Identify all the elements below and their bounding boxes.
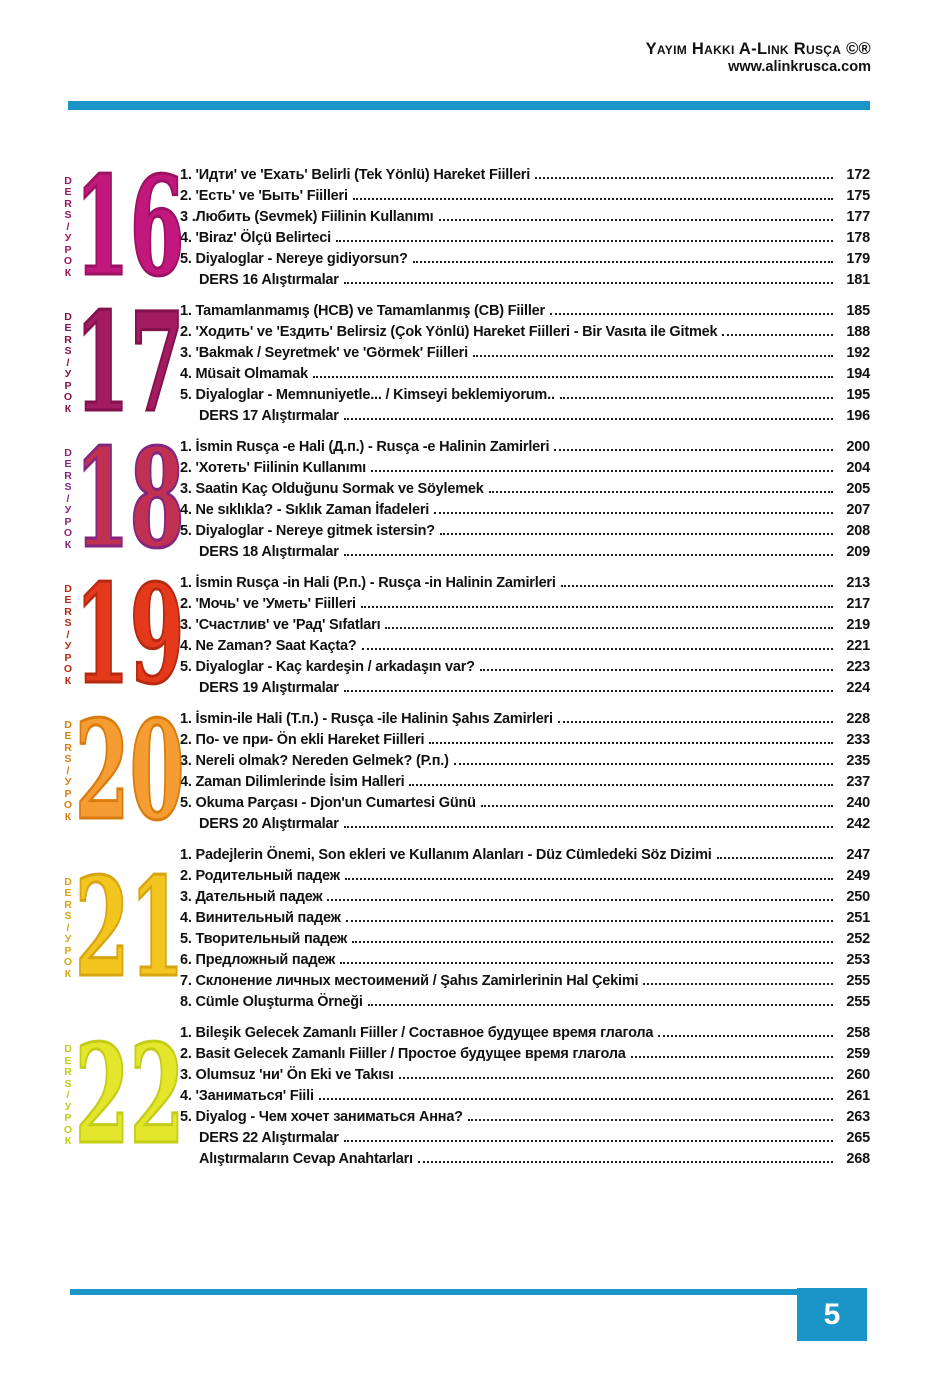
dot-leader: [361, 606, 833, 608]
toc-entry-page: 268: [846, 1151, 870, 1167]
toc-entry-title: 5. Diyaloglar - Nereye gitmek istersin?: [180, 523, 435, 539]
toc-entry-title: 4. Müsait Olmamak: [180, 366, 308, 382]
ders-urok-letter: S: [64, 753, 72, 766]
ders-urok-letter: Р: [64, 944, 72, 957]
ders-urok-letter: Р: [64, 379, 72, 392]
lesson-20-entries: [180, 708, 870, 835]
lesson-number-16: 16: [75, 146, 185, 307]
toc-entry-title: DERS 20 Alıştırmalar: [199, 816, 339, 832]
dot-leader: [561, 585, 833, 587]
dot-leader: [722, 334, 833, 336]
toc-entry[interactable]: [180, 573, 870, 594]
toc-entry-title: 4. 'Biraz' Ölçü Belirteci: [180, 230, 331, 246]
toc-entry-page: 255: [846, 973, 870, 989]
lesson-number-19: 19: [75, 554, 185, 715]
toc-entry[interactable]: [180, 793, 870, 814]
ders-urok-letter: /: [66, 220, 70, 233]
ders-urok-letter: D: [64, 718, 72, 731]
dot-leader: [319, 1098, 833, 1100]
toc-entry-page: 237: [846, 774, 870, 790]
ders-urok-letter: К: [64, 674, 72, 687]
toc-entry-title: 4. 'Заниматься' Fiili: [180, 1088, 314, 1104]
ders-urok-letter: D: [64, 875, 72, 888]
toc-entry-page: 213: [846, 575, 870, 591]
dot-leader: [535, 177, 833, 179]
toc-entry[interactable]: [180, 594, 870, 615]
ders-urok-letter: /: [66, 628, 70, 641]
toc-entry[interactable]: [180, 228, 870, 249]
ders-urok-letter: R: [64, 605, 72, 618]
toc-entry-page: 259: [846, 1046, 870, 1062]
toc-entry-title: 5. Творительный падеж: [180, 931, 348, 947]
toc-entry-page: 228: [846, 711, 870, 727]
toc-entry-title: DERS 16 Alıştırmalar: [199, 272, 339, 288]
ders-urok-letter: E: [64, 730, 72, 743]
toc-entry[interactable]: [180, 866, 870, 887]
toc-entry-title: 4. Zaman Dilimlerinde İsim Halleri: [180, 774, 405, 790]
toc-entry[interactable]: [180, 845, 870, 866]
lesson-number-wrap: [75, 844, 185, 1013]
ders-urok-letter: О: [63, 255, 73, 268]
ders-urok-letter: E: [64, 322, 72, 335]
toc-entry-page: 192: [846, 345, 870, 361]
lesson-number-wrap: [75, 1015, 185, 1176]
ders-urok-letter: У: [64, 1100, 72, 1113]
ders-urok-letter: У: [64, 933, 72, 946]
toc-entry[interactable]: [180, 165, 870, 186]
toc-entry-page: 205: [846, 481, 870, 497]
lesson-18-section: [56, 418, 870, 579]
lesson-number-21: 21: [75, 847, 185, 1008]
lesson-16-entries: [180, 164, 870, 291]
toc-entry-title: 5. Diyaloglar - Memnuniyetle... / Kimseyi beklemiyorum..: [180, 387, 555, 403]
toc-entry[interactable]: [180, 186, 870, 207]
toc-entry-title: 2. Basit Gelecek Zamanlı Fiiller / Простое будущее время глагола: [180, 1046, 626, 1062]
toc-entry-page: 217: [846, 596, 870, 612]
dot-leader: [344, 690, 833, 692]
ders-urok-letter: К: [64, 538, 72, 551]
lesson-18-entries: [180, 436, 870, 563]
ders-urok-letter: R: [64, 898, 72, 911]
toc-entry-title: 1. İsmin Rusça -e Hali (Д.п.) - Rusça -e Halinin Zamirleri: [180, 439, 550, 455]
ders-urok-letter: Р: [64, 651, 72, 664]
toc-entry[interactable]: [180, 1065, 870, 1086]
dot-leader: [554, 449, 833, 451]
toc-entry-page: 260: [846, 1067, 870, 1083]
lesson-22-section: [56, 1015, 870, 1176]
toc-entry-page: 204: [846, 460, 870, 476]
ders-urok-letter: У: [64, 640, 72, 653]
ders-urok-letter: К: [64, 266, 72, 279]
dot-leader: [643, 983, 833, 985]
toc-entry[interactable]: [180, 772, 870, 793]
ders-urok-letter: S: [64, 481, 72, 494]
ders-urok-letter: R: [64, 333, 72, 346]
toc-entry-page: 221: [846, 638, 870, 654]
publisher-website-link[interactable]: www.alinkrusca.com: [728, 59, 871, 75]
toc-entry[interactable]: [180, 479, 870, 500]
toc-entry-page: 250: [846, 889, 870, 905]
dot-leader: [473, 355, 833, 357]
toc-entry[interactable]: [180, 521, 870, 542]
ders-urok-letter: К: [64, 1135, 72, 1148]
ders-urok-letter: /: [66, 492, 70, 505]
toc-entry-title: 7. Склонение личных местоимений / Şahıs Zamirlerinin Hal Çekimi: [180, 973, 639, 989]
dot-leader: [345, 878, 833, 880]
lesson-number-18: 18: [75, 418, 185, 579]
ders-urok-letter: D: [64, 446, 72, 459]
lesson-number-17: 17: [75, 282, 185, 443]
dot-leader: [399, 1077, 833, 1079]
dot-leader: [413, 261, 833, 263]
dot-leader: [418, 1161, 833, 1163]
toc-entry[interactable]: [180, 249, 870, 270]
toc-entry[interactable]: [180, 500, 870, 521]
toc-entry-page: 175: [846, 188, 870, 204]
ders-urok-letter: У: [64, 776, 72, 789]
ders-urok-letter: D: [64, 310, 72, 323]
toc-entry[interactable]: [180, 908, 870, 929]
toc-entry-title: 1. Padejlerin Önemi, Son ekleri ve Kullanım Alanları - Düz Cümledeki Söz Dizimi: [180, 847, 712, 863]
toc-entry-page: 249: [846, 868, 870, 884]
ders-urok-letter: S: [64, 345, 72, 358]
ders-urok-letter: R: [64, 1066, 72, 1079]
dot-leader: [346, 920, 833, 922]
toc-entry-title: 1. Tamamlanmamış (HCB) ve Tamamlanmış (CB) Fiiller: [180, 303, 545, 319]
toc-entry-title: 6. Предложный падеж: [180, 952, 336, 968]
toc-entry[interactable]: [180, 709, 870, 730]
toc-entry[interactable]: [180, 814, 870, 835]
page-header: [646, 40, 871, 76]
lesson-number-wrap: [75, 146, 185, 307]
ders-urok-letter: E: [64, 458, 72, 471]
toc-entry-page: 195: [846, 387, 870, 403]
table-of-contents: [56, 146, 870, 1179]
toc-entry-page: 188: [846, 324, 870, 340]
toc-entry-title: 4. Ne sıklıkla? - Sıklık Zaman İfadeleri: [180, 502, 430, 518]
ders-urok-letter: E: [64, 887, 72, 900]
dot-leader: [480, 669, 833, 671]
toc-entry-page: 208: [846, 523, 870, 539]
dot-leader: [344, 418, 833, 420]
toc-entry-page: 261: [846, 1088, 870, 1104]
dot-leader: [385, 627, 833, 629]
ders-urok-letter: У: [64, 232, 72, 245]
dot-leader: [344, 282, 833, 284]
dot-leader: [353, 198, 833, 200]
dot-leader: [344, 554, 833, 556]
dot-leader: [336, 240, 833, 242]
ders-urok-letter: /: [66, 356, 70, 369]
dot-leader: [429, 742, 833, 744]
toc-entry[interactable]: [180, 301, 870, 322]
dot-leader: [434, 512, 833, 514]
toc-entry-title: 5. Okuma Parçası - Djon'un Cumartesi Günü: [180, 795, 476, 811]
ders-urok-letter: /: [66, 1089, 70, 1102]
toc-entry-page: 253: [846, 952, 870, 968]
dot-leader: [489, 491, 833, 493]
toc-entry-page: 265: [846, 1130, 870, 1146]
toc-entry[interactable]: [180, 343, 870, 364]
ders-urok-letter: R: [64, 469, 72, 482]
toc-entry-title: 2. 'Мочь' ve 'Уметь' Fiilleri: [180, 596, 356, 612]
toc-entry-title: DERS 17 Alıştırmalar: [199, 408, 339, 424]
ders-urok-letter: У: [64, 504, 72, 517]
dot-leader: [368, 1004, 833, 1006]
ders-urok-letter: /: [66, 764, 70, 777]
dot-leader: [560, 397, 833, 399]
ders-urok-letter: S: [64, 910, 72, 923]
toc-entry-page: 181: [846, 272, 870, 288]
toc-entry[interactable]: [180, 207, 870, 228]
toc-entry[interactable]: [180, 751, 870, 772]
toc-entry[interactable]: [180, 270, 870, 291]
toc-entry-page: 255: [846, 994, 870, 1010]
dot-leader: [468, 1119, 833, 1121]
ders-urok-letter: К: [64, 810, 72, 823]
dot-leader: [409, 784, 833, 786]
toc-entry-title: 5. Diyalog - Чем хочет заниматься Анна?: [180, 1109, 463, 1125]
toc-entry[interactable]: [180, 615, 870, 636]
ders-urok-letter: Р: [64, 787, 72, 800]
dot-leader: [558, 721, 833, 723]
ders-urok-letter: О: [63, 799, 73, 812]
ders-urok-letter: У: [64, 368, 72, 381]
toc-entry[interactable]: [180, 1023, 870, 1044]
dot-leader: [481, 805, 833, 807]
toc-entry-title: 3. Дательный падеж: [180, 889, 323, 905]
toc-entry-title: DERS 18 Alıştırmalar: [199, 544, 339, 560]
toc-entry-page: 172: [846, 167, 870, 183]
toc-entry-page: 209: [846, 544, 870, 560]
toc-entry-title: 1. İsmin Rusça -in Hali (Р.п.) - Rusça -in Halinin Zamirleri: [180, 575, 556, 591]
toc-entry-title: 4. Ne Zaman? Saat Kaçta?: [180, 638, 357, 654]
lesson-21-entries: [180, 844, 870, 1013]
toc-entry-title: 1. 'Идти' ve 'Ехать' Belirli (Tek Yönlü) Hareket Fiilleri: [180, 167, 531, 183]
toc-entry-page: 178: [846, 230, 870, 246]
dot-leader: [313, 376, 833, 378]
ders-urok-letter: E: [64, 594, 72, 607]
lesson-number-wrap: [75, 418, 185, 579]
dot-leader: [344, 826, 833, 828]
ders-urok-letter: К: [64, 402, 72, 415]
toc-entry[interactable]: [180, 437, 870, 458]
toc-entry-title: 1. Bileşik Gelecek Zamanlı Fiiller / Составное будущее время глагола: [180, 1025, 654, 1041]
lesson-number-wrap: [75, 554, 185, 715]
toc-entry-title: 2. 'Есть' ve 'Быть' Fiilleri: [180, 188, 348, 204]
toc-entry-title: 2. По- ve при- Ön ekli Hareket Fiilleri: [180, 732, 425, 748]
toc-entry[interactable]: [180, 1107, 870, 1128]
toc-entry[interactable]: [180, 1149, 870, 1170]
toc-entry-page: 224: [846, 680, 870, 696]
lesson-21-section: [56, 844, 870, 1013]
toc-entry[interactable]: [180, 636, 870, 657]
toc-entry[interactable]: [180, 406, 870, 427]
toc-entry[interactable]: [180, 1044, 870, 1065]
page-number-box: [797, 1288, 867, 1341]
toc-entry-page: 247: [846, 847, 870, 863]
lesson-22-entries: [180, 1022, 870, 1170]
publisher-copyright-line: Yayım Hakkı A-Link Rusça ©®: [645, 40, 871, 58]
lesson-number-20: 20: [75, 690, 185, 851]
toc-entry-title: 8. Cümle Oluşturma Örneği: [180, 994, 363, 1010]
toc-entry-title: 3. Nereli olmak? Nereden Gelmek? (Р.п.): [180, 753, 449, 769]
ders-urok-letter: Р: [64, 243, 72, 256]
toc-entry-title: 3 .Любить (Sevmek) Fiilinin Kullanımı: [180, 209, 434, 225]
ders-urok-letter: S: [64, 209, 72, 222]
ders-urok-letter: К: [64, 967, 72, 980]
ders-urok-letter: S: [64, 1077, 72, 1090]
ders-urok-letter: D: [64, 174, 72, 187]
toc-entry-title: 3. Olumsuz 'ни' Ön Eki ve Takısı: [180, 1067, 394, 1083]
toc-entry-page: 233: [846, 732, 870, 748]
dot-leader: [352, 941, 833, 943]
lesson-number-22: 22: [75, 1015, 185, 1176]
dot-leader: [371, 470, 833, 472]
ders-urok-letter: О: [63, 956, 73, 969]
toc-entry[interactable]: [180, 678, 870, 699]
dot-leader: [362, 648, 833, 650]
lesson-16-section: [56, 146, 870, 307]
lesson-17-entries: [180, 300, 870, 427]
toc-entry-title: 3. 'Bakmak / Seyretmek' ve 'Görmek' Fiilleri: [180, 345, 468, 361]
toc-entry[interactable]: [180, 364, 870, 385]
toc-entry-title: 2. Родительный падеж: [180, 868, 340, 884]
toc-entry-page: 177: [846, 209, 870, 225]
ders-urok-letter: E: [64, 1054, 72, 1067]
toc-entry[interactable]: [180, 1086, 870, 1107]
bottom-divider-bar: [70, 1289, 798, 1295]
toc-entry-title: 2. 'Ходить' ve 'Ездить' Belirsiz (Çok Yönlü) Hareket Fiilleri - Bir Vasıta ile Gitmek: [180, 324, 718, 340]
toc-entry-page: 242: [846, 816, 870, 832]
toc-entry[interactable]: [180, 458, 870, 479]
toc-entry[interactable]: [180, 929, 870, 950]
ders-urok-letter: О: [63, 1123, 73, 1136]
toc-entry-page: 240: [846, 795, 870, 811]
ders-urok-letter: О: [63, 527, 73, 540]
toc-entry-title: 1. İsmin-ile Hali (Т.п.) - Rusça -ile Halinin Şahıs Zamirleri: [180, 711, 553, 727]
dot-leader: [658, 1035, 833, 1037]
dot-leader: [717, 857, 833, 859]
ders-urok-letter: E: [64, 186, 72, 199]
lesson-number-wrap: [75, 282, 185, 443]
ders-urok-letter: О: [63, 663, 73, 676]
toc-entry-page: 223: [846, 659, 870, 675]
toc-entry-title: Alıştırmaların Cevap Anahtarları: [199, 1151, 413, 1167]
dot-leader: [327, 899, 833, 901]
ders-urok-letter: R: [64, 197, 72, 210]
ders-urok-letter: S: [64, 617, 72, 630]
toc-entry[interactable]: [180, 971, 870, 992]
toc-entry-title: 2. 'Хотеть' Fiilinin Kullanımı: [180, 460, 367, 476]
toc-entry-title: DERS 19 Alıştırmalar: [199, 680, 339, 696]
dot-leader: [344, 1140, 833, 1142]
toc-entry[interactable]: [180, 322, 870, 343]
lesson-20-section: [56, 690, 870, 851]
toc-entry-page: 185: [846, 303, 870, 319]
toc-entry-title: 3. Saatin Kaç Olduğunu Sormak ve Söylemek: [180, 481, 484, 497]
dot-leader: [454, 763, 833, 765]
toc-entry-page: 252: [846, 931, 870, 947]
toc-entry[interactable]: [180, 887, 870, 908]
lesson-17-section: [56, 282, 870, 443]
ders-urok-letter: Р: [64, 1112, 72, 1125]
ders-urok-letter: R: [64, 741, 72, 754]
dot-leader: [440, 533, 833, 535]
toc-entry-page: 219: [846, 617, 870, 633]
toc-entry-page: 200: [846, 439, 870, 455]
toc-entry-page: 207: [846, 502, 870, 518]
toc-entry[interactable]: [180, 730, 870, 751]
toc-entry[interactable]: [180, 950, 870, 971]
toc-entry[interactable]: [180, 542, 870, 563]
toc-entry[interactable]: [180, 657, 870, 678]
toc-entry-page: 194: [846, 366, 870, 382]
toc-entry-title: 5. Diyaloglar - Nereye gidiyorsun?: [180, 251, 408, 267]
top-divider-bar: [68, 101, 870, 110]
toc-entry-title: 4. Винительный падеж: [180, 910, 341, 926]
ders-urok-letter: D: [64, 1043, 72, 1056]
toc-entry-page: 179: [846, 251, 870, 267]
toc-entry[interactable]: [180, 385, 870, 406]
dot-leader: [439, 219, 833, 221]
lesson-19-section: [56, 554, 870, 715]
dot-leader: [340, 962, 833, 964]
toc-entry-title: 5. Diyaloglar - Kaç kardeşin / arkadaşın var?: [180, 659, 475, 675]
page-number: 5: [823, 1297, 841, 1331]
toc-entry-title: DERS 22 Alıştırmalar: [199, 1130, 339, 1146]
ders-urok-letter: Р: [64, 515, 72, 528]
lesson-19-entries: [180, 572, 870, 699]
toc-entry-page: 235: [846, 753, 870, 769]
toc-entry-title: 3. 'Счастлив' ve 'Рад' Sıfatları: [180, 617, 381, 633]
toc-entry-page: 196: [846, 408, 870, 424]
dot-leader: [550, 313, 833, 315]
lesson-number-wrap: [75, 690, 185, 851]
toc-entry-page: 251: [846, 910, 870, 926]
ders-urok-letter: О: [63, 391, 73, 404]
toc-entry[interactable]: [180, 1128, 870, 1149]
toc-entry-page: 263: [846, 1109, 870, 1125]
toc-entry-page: 258: [846, 1025, 870, 1041]
ders-urok-letter: D: [64, 582, 72, 595]
toc-entry[interactable]: [180, 992, 870, 1013]
dot-leader: [631, 1056, 833, 1058]
ders-urok-letter: /: [66, 921, 70, 934]
